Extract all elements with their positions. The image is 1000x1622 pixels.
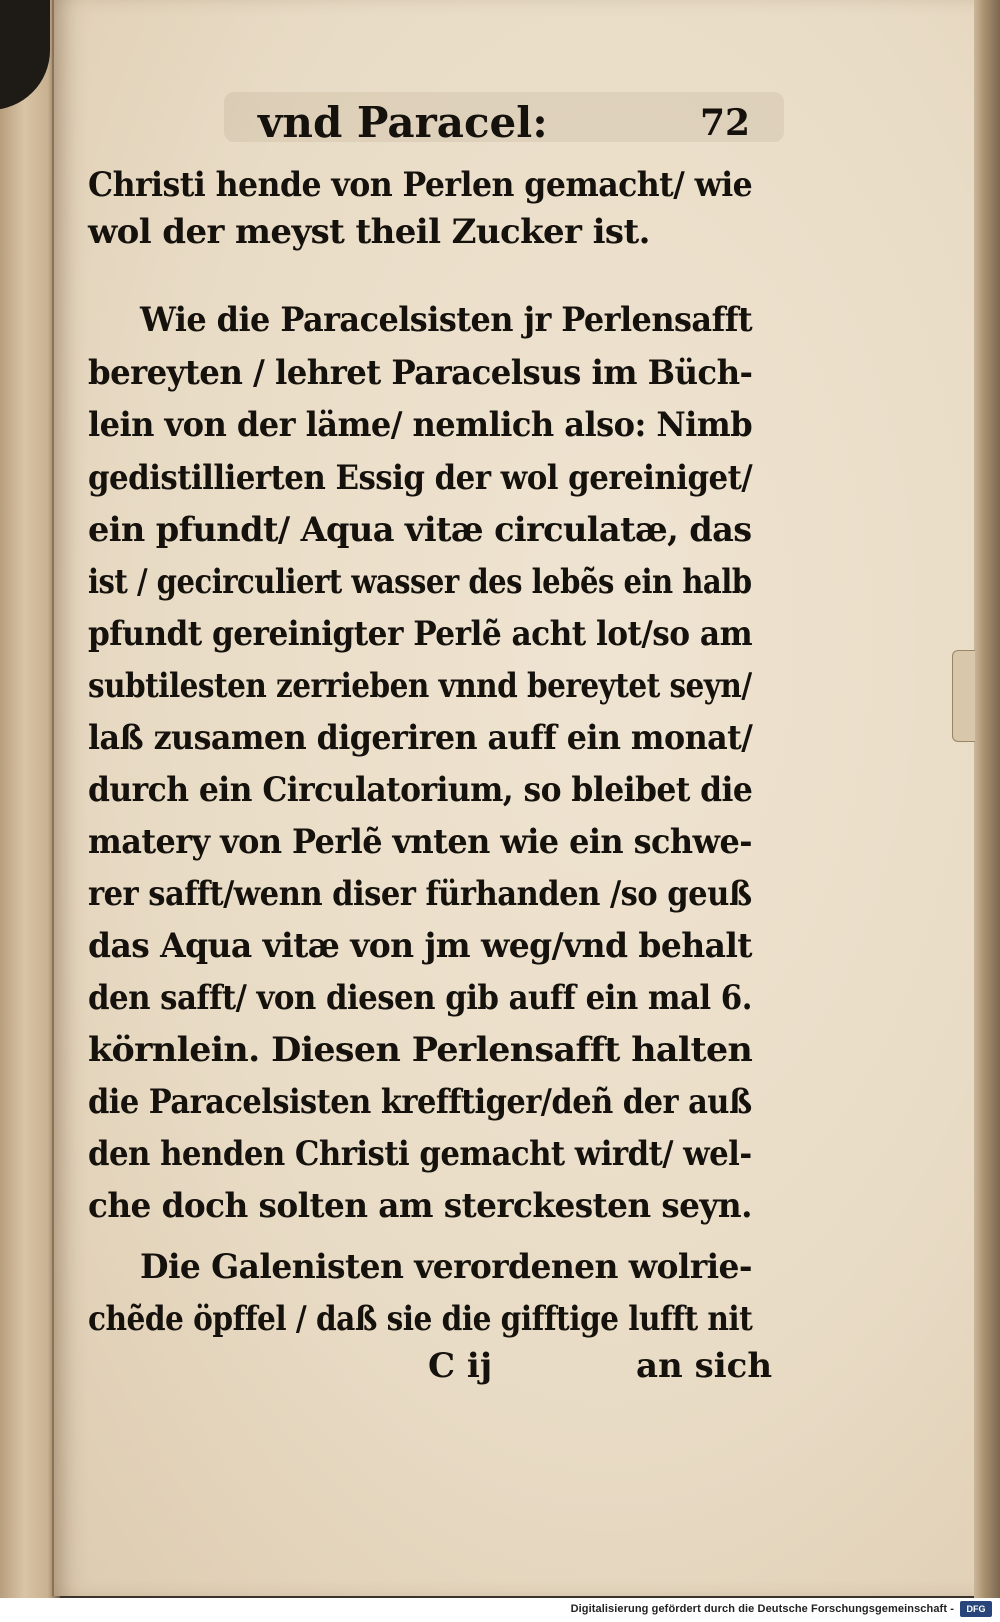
text-line: ein pfundt/ Aqua vitæ circulatæ, das: [88, 510, 752, 550]
previous-page-edge: [0, 0, 60, 1598]
text-line: Die Galenisten verordenen wolrie-: [140, 1247, 752, 1287]
text-line: rer safft/wenn diser fürhanden /so geuß: [88, 874, 752, 914]
page-number: 72: [700, 102, 751, 144]
text-line: lein von der läme/ nemlich also: Nimb: [88, 405, 753, 445]
text-line: matery von Perlẽ vnten wie ein schwe-: [88, 822, 752, 862]
text-line: körnlein. Diesen Perlensafft halten: [88, 1030, 753, 1070]
funding-credit: Digitalisierung gefördert durch die Deutsche Forschungsgemeinschaft -: [570, 1603, 954, 1615]
text-line: ist / gecirculiert wasser des lebẽs ein halb: [88, 562, 752, 602]
text-line: die Paracelsisten krefftiger/deñ der auß: [88, 1082, 752, 1122]
signature-mark: C ij: [428, 1346, 493, 1386]
text-line: wol der meyst theil Zucker ist.: [88, 212, 650, 252]
page-tab: [952, 650, 975, 742]
catchword: an sich: [636, 1346, 773, 1386]
text-line: den henden Christi gemacht wirdt/ wel-: [88, 1134, 752, 1174]
text-line: che doch solten am sterckesten seyn.: [88, 1186, 752, 1226]
text-line: pfundt gereinigter Perlẽ acht lot/so am: [88, 614, 753, 654]
text-line: durch ein Circulatorium, so bleibet die: [88, 770, 753, 810]
text-line: laß zusamen digeriren auff ein monat/: [88, 718, 753, 758]
running-head: vnd Paracel:: [258, 98, 548, 147]
text-line: gedistillierten Essig der wol gereiniget/: [88, 458, 753, 498]
text-line: Christi hende von Perlen gemacht/ wie: [88, 165, 753, 205]
digitization-footer: [0, 1598, 1000, 1622]
page-stack-edge: [974, 0, 1000, 1598]
text-line: chẽde öpffel / daß sie die gifftige lufft nit: [88, 1299, 753, 1339]
text-line: bereyten / lehret Paracelsus im Büch-: [88, 353, 753, 393]
text-line: den safft/ von diesen gib auff ein mal 6.: [88, 978, 752, 1018]
text-line: subtilesten zerrieben vnnd bereytet seyn/: [88, 666, 752, 706]
binding-shadow: [0, 0, 50, 110]
dfg-logo: DFG: [960, 1601, 992, 1617]
text-line: das Aqua vitæ von jm weg/vnd behalt: [88, 926, 752, 966]
text-line: Wie die Paracelsisten jr Perlensafft: [140, 300, 753, 340]
